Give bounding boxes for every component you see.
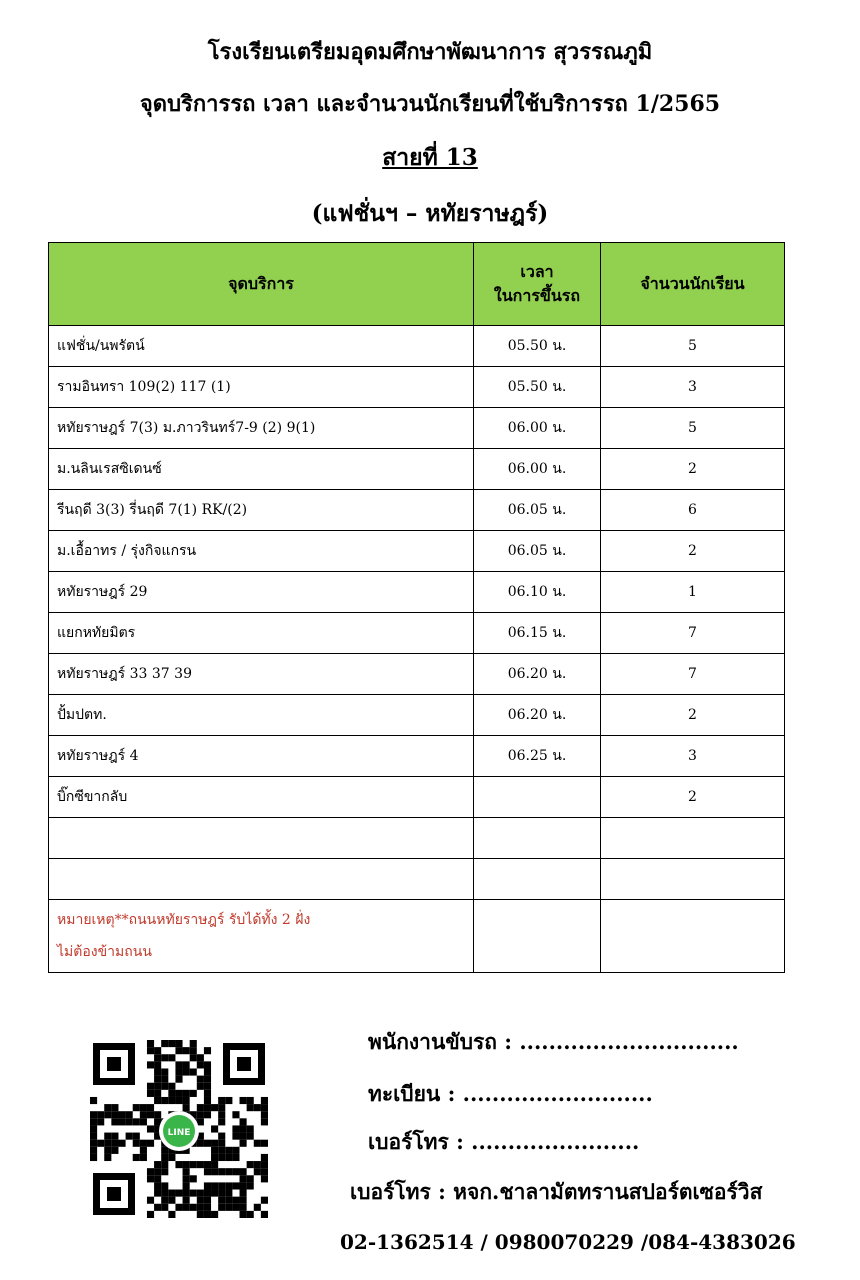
table-row xyxy=(49,408,785,449)
count-cell: 1 xyxy=(601,572,785,613)
time-cell: 06.25 น. xyxy=(474,736,601,777)
location-cell xyxy=(49,859,474,900)
time-cell: 06.20 น. xyxy=(474,654,601,695)
location-cell xyxy=(49,818,474,859)
time-cell: 06.15 น. xyxy=(474,613,601,654)
location-cell: หทัยราษฎร์ 7(3) ม.ภาวรินทร์7-9 (2) 9(1) xyxy=(49,408,474,449)
count-cell: 3 xyxy=(601,736,785,777)
route-description: (แฟชั่นฯ – หทัยราษฎร์) xyxy=(311,200,549,227)
company-phone-numbers: 02-1362514 / 0980070229 /084-4383026 xyxy=(340,1230,796,1254)
note-line-1: หมายเหตุ**ถนนหทัยราษฎร์ รับได้ทั้ง 2 ฝั่ง xyxy=(57,912,311,928)
route-number: สายที่ 13 xyxy=(382,144,478,171)
note-time-cell xyxy=(474,900,601,973)
document-subtitle: จุดบริการรถ เวลา และจำนวนนักเรียนที่ใช้บริการรถ 1/2565 xyxy=(139,91,721,117)
column-header-location: จุดบริการ xyxy=(49,243,474,326)
column-header-count: จำนวนนักเรียน xyxy=(601,243,785,326)
time-cell: 06.00 น. xyxy=(474,408,601,449)
location-cell: หทัยราษฎร์ 4 xyxy=(49,736,474,777)
table-row xyxy=(49,449,785,490)
count-cell: 7 xyxy=(601,654,785,695)
note-line-2: ไม่ต้องข้ามถนน xyxy=(57,944,152,960)
location-cell: หทัยราษฎร์ 29 xyxy=(49,572,474,613)
column-header-time-line2: ในการขึ้นรถ xyxy=(493,286,581,305)
time-cell xyxy=(474,777,601,818)
count-cell: 2 xyxy=(601,777,785,818)
location-cell: ม.นลินเรสซิเดนซ์ xyxy=(49,449,474,490)
table-row xyxy=(49,654,785,695)
time-cell: 06.05 น. xyxy=(474,490,601,531)
line-qr-code-icon xyxy=(90,1040,268,1218)
count-cell: 2 xyxy=(601,531,785,572)
count-cell: 7 xyxy=(601,613,785,654)
company-phone-field: เบอร์โทร : หจก.ชาลามัตทรานสปอร์ตเซอร์วิส xyxy=(350,1179,763,1204)
plate-field: ทะเบียน : .......................... xyxy=(368,1081,653,1106)
location-cell: ม.เอื้อาทร / รุ่งกิจแกรน xyxy=(49,531,474,572)
count-cell: 5 xyxy=(601,326,785,367)
location-cell: บิ๊กซีขากลับ xyxy=(49,777,474,818)
table-row xyxy=(49,367,785,408)
count-cell: 5 xyxy=(601,408,785,449)
time-cell: 05.50 น. xyxy=(474,326,601,367)
location-cell: แยกหทัยมิตร xyxy=(49,613,474,654)
table-row xyxy=(49,777,785,818)
time-cell: 06.10 น. xyxy=(474,572,601,613)
count-cell: 3 xyxy=(601,367,785,408)
count-cell xyxy=(601,859,785,900)
table-row xyxy=(49,818,785,859)
location-cell: รีนฤดี 3(3) รี่นฤดี 7(1) RK/(2) xyxy=(49,490,474,531)
location-cell: รามอินทรา 109(2) 117 (1) xyxy=(49,367,474,408)
driver-field: พนักงานขับรถ : .............................. xyxy=(368,1029,739,1054)
count-cell: 6 xyxy=(601,490,785,531)
table-row xyxy=(49,695,785,736)
time-cell: 06.00 น. xyxy=(474,449,601,490)
location-cell: หทัยราษฎร์ 33 37 39 xyxy=(49,654,474,695)
table-header-row xyxy=(49,243,785,326)
column-header-time-line1: เวลา xyxy=(520,262,554,281)
table-row xyxy=(49,490,785,531)
time-cell: 06.20 น. xyxy=(474,695,601,736)
location-cell: แฟชั่น/นพรัตน์ xyxy=(49,326,474,367)
table-row xyxy=(49,531,785,572)
count-cell: 2 xyxy=(601,449,785,490)
table-row xyxy=(49,572,785,613)
line-badge-text: LINE xyxy=(167,1128,191,1138)
count-cell: 2 xyxy=(601,695,785,736)
driver-phone-field: เบอร์โทร : ....................... xyxy=(368,1129,640,1154)
location-cell: ปั้มปตท. xyxy=(49,695,474,736)
table-row xyxy=(49,736,785,777)
schedule-table xyxy=(48,242,785,973)
table-row xyxy=(49,613,785,654)
time-cell xyxy=(474,859,601,900)
note-row xyxy=(49,900,785,973)
note-cell xyxy=(49,900,474,973)
column-header-time xyxy=(474,243,601,326)
time-cell: 06.05 น. xyxy=(474,531,601,572)
time-cell xyxy=(474,818,601,859)
count-cell xyxy=(601,818,785,859)
table-row xyxy=(49,326,785,367)
time-cell: 05.50 น. xyxy=(474,367,601,408)
school-name: โรงเรียนเตรียมอุดมศึกษาพัฒนาการ สุวรรณภูมิ xyxy=(207,39,653,65)
note-count-cell xyxy=(601,900,785,973)
table-row xyxy=(49,859,785,900)
